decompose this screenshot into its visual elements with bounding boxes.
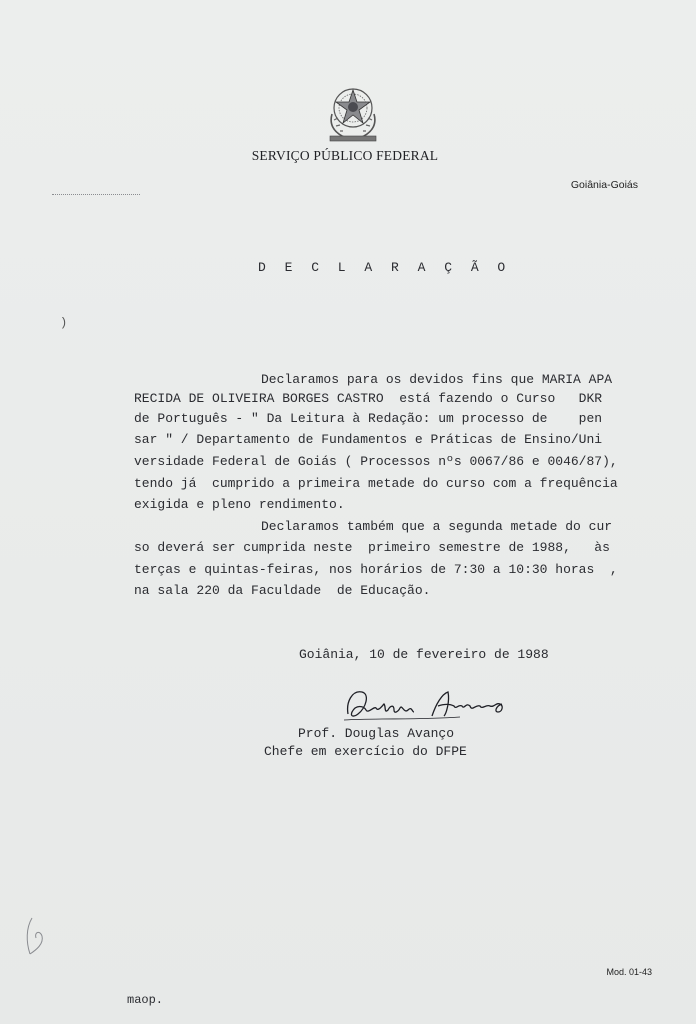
body-line: na sala 220 da Faculdade de Educação.	[134, 583, 431, 598]
margin-scribble-icon	[22, 914, 52, 960]
service-header: SERVIÇO PÚBLICO FEDERAL	[251, 148, 439, 163]
body-line: Declaramos também que a segunda metade do cur	[261, 519, 613, 534]
form-code: Mod. 01-43	[606, 967, 652, 977]
body-line: tendo já cumprido a primeira metade do curso com a frequência	[134, 476, 618, 491]
body-line: sar " / Departamento de Fundamentos e Práticas de Ensino/Uni	[134, 432, 603, 447]
brazil-coat-of-arms-icon	[318, 80, 388, 146]
dotted-divider	[52, 194, 140, 195]
document-title: D E C L A R A Ç Ã O	[258, 260, 511, 275]
margin-mark: )	[60, 316, 68, 330]
document-date: Goiânia, 10 de fevereiro de 1988	[299, 647, 549, 662]
signer-role: Chefe em exercício do DFPE	[264, 744, 467, 759]
body-line: exigida e pleno rendimento.	[134, 497, 345, 512]
body-line: versidade Federal de Goiás ( Processos nºs 0067/86 e 0046/87),	[134, 454, 618, 469]
body-line: de Português - " Da Leitura à Redação: um processo de pen	[134, 411, 603, 426]
signer-name: Prof. Douglas Avanço	[298, 726, 455, 741]
body-line: so deverá ser cumprida neste primeiro semestre de 1988, às	[134, 540, 610, 555]
typist-initials: maop.	[127, 993, 164, 1007]
body-line: terças e quintas-feiras, nos horários de 7:30 a 10:30 horas ,	[134, 562, 618, 577]
handwritten-signature	[340, 684, 520, 728]
city-header: Goiânia-Goiás	[570, 179, 638, 191]
body-line: Declaramos para os devidos fins que MARIA APA	[261, 372, 613, 387]
body-line: RECIDA DE OLIVEIRA BORGES CASTRO está fazendo o Curso DKR	[134, 391, 603, 406]
